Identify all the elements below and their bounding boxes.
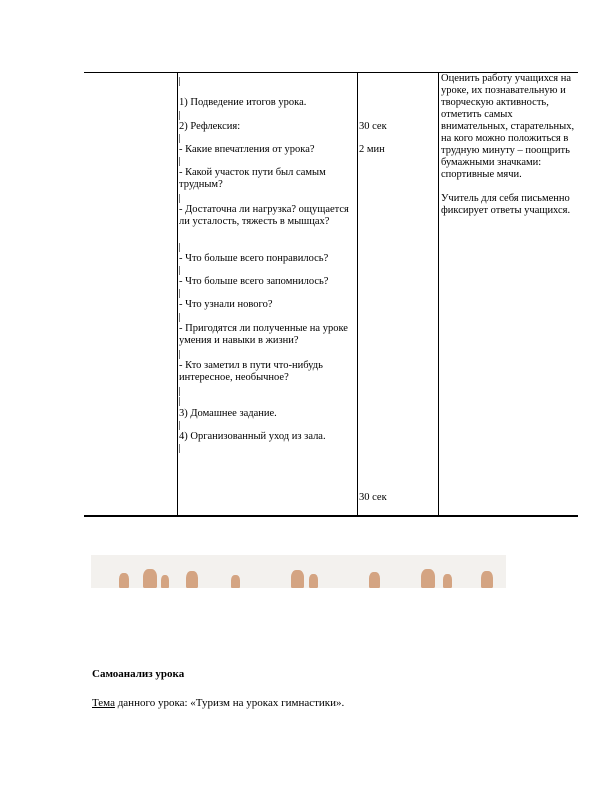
activity-item: - Что больше всего запомнилось? (179, 276, 329, 287)
activity-item: - Пригодятся ли полученные на уроке умения и навыки в жизни? (179, 323, 348, 346)
topic-label: Тема (92, 697, 115, 709)
decorative-photo (91, 555, 506, 588)
activities-cell (179, 73, 357, 513)
activity-item: - Какой участок пути был самым трудным? (179, 167, 326, 190)
activity-item: 2) Рефлексия: (179, 121, 241, 132)
activity-item: - Какие впечатления от урока? (179, 144, 315, 155)
column-divider (177, 73, 178, 515)
topic-text: данного урока: «Туризм на уроках гимнастики». (114, 697, 345, 709)
notes-paragraph: Учитель для себя письменно фиксирует ответы учащихся. (441, 193, 571, 216)
time-value: 30 сек (359, 492, 387, 503)
activity-item: 4) Организованный уход из зала. (179, 431, 326, 442)
time-value: 30 сек (359, 121, 387, 132)
time-value: 2 мин (359, 144, 385, 155)
activity-item: 3) Домашнее задание. (179, 408, 277, 419)
notes-paragraph: Оценить работу учащихся на уроке, их познавательную и творческую активность, отметить самых внимательных, старательных, на кого можно положиться в трудную минуту – поощрить бумажными значками: спортивные мячи. (441, 73, 575, 180)
lesson-topic (92, 697, 344, 709)
teacher-notes-cell (441, 73, 575, 217)
activity-item: - Что узнали нового? (179, 299, 273, 310)
lesson-table (84, 72, 578, 517)
activity-item: - Достаточна ли нагрузка? ощущается ли усталость, тяжесть в мышцах? (179, 204, 349, 227)
section-heading: Самоанализ урока (92, 668, 185, 680)
activity-item: - Кто заметил в пути что-нибудь интересное, необычное? (179, 360, 323, 383)
activity-item: 1) Подведение итогов урока. (179, 97, 307, 108)
column-divider (438, 73, 439, 515)
column-divider (357, 73, 358, 515)
activity-item: - Что больше всего понравилось? (179, 253, 329, 264)
